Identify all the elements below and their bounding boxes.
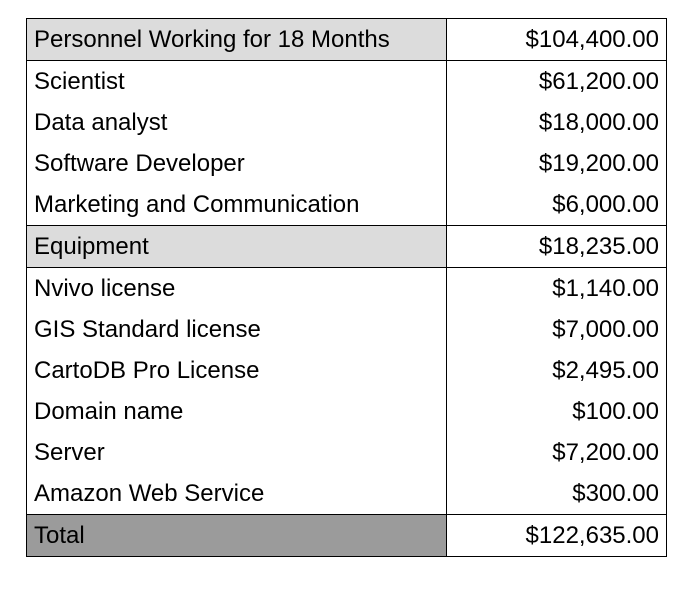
table-row-personnel-section	[27, 19, 667, 61]
row-label: GIS Standard license	[27, 309, 447, 350]
row-amount: $100.00	[447, 391, 667, 432]
row-amount: $18,235.00	[447, 226, 667, 268]
table-row-cartodb-license	[27, 350, 667, 391]
table-row-marketing	[27, 184, 667, 226]
row-label: Server	[27, 432, 447, 473]
table-row-software-developer	[27, 143, 667, 184]
table-row-equipment-section	[27, 226, 667, 268]
row-label: Data analyst	[27, 102, 447, 143]
row-amount: $2,495.00	[447, 350, 667, 391]
table-row-nvivo-license	[27, 268, 667, 310]
row-label: Equipment	[27, 226, 447, 268]
row-amount: $19,200.00	[447, 143, 667, 184]
row-amount: $7,000.00	[447, 309, 667, 350]
row-label: Total	[27, 515, 447, 557]
row-amount: $6,000.00	[447, 184, 667, 226]
table-row-server	[27, 432, 667, 473]
row-label: Domain name	[27, 391, 447, 432]
row-amount: $7,200.00	[447, 432, 667, 473]
row-label: Scientist	[27, 61, 447, 103]
row-label: Nvivo license	[27, 268, 447, 310]
table-row-domain-name	[27, 391, 667, 432]
table-row-amazon-web-service	[27, 473, 667, 515]
row-label: Amazon Web Service	[27, 473, 447, 515]
table-row-scientist	[27, 61, 667, 103]
row-label: Personnel Working for 18 Months	[27, 19, 447, 61]
row-label: Software Developer	[27, 143, 447, 184]
budget-table	[26, 18, 667, 557]
table-row-gis-license	[27, 309, 667, 350]
row-label: CartoDB Pro License	[27, 350, 447, 391]
budget-table-body	[27, 19, 667, 557]
table-row-total	[27, 515, 667, 557]
row-amount: $122,635.00	[447, 515, 667, 557]
row-amount: $1,140.00	[447, 268, 667, 310]
row-amount: $300.00	[447, 473, 667, 515]
row-amount: $61,200.00	[447, 61, 667, 103]
table-row-data-analyst	[27, 102, 667, 143]
row-amount: $104,400.00	[447, 19, 667, 61]
row-amount: $18,000.00	[447, 102, 667, 143]
row-label: Marketing and Communication	[27, 184, 447, 226]
